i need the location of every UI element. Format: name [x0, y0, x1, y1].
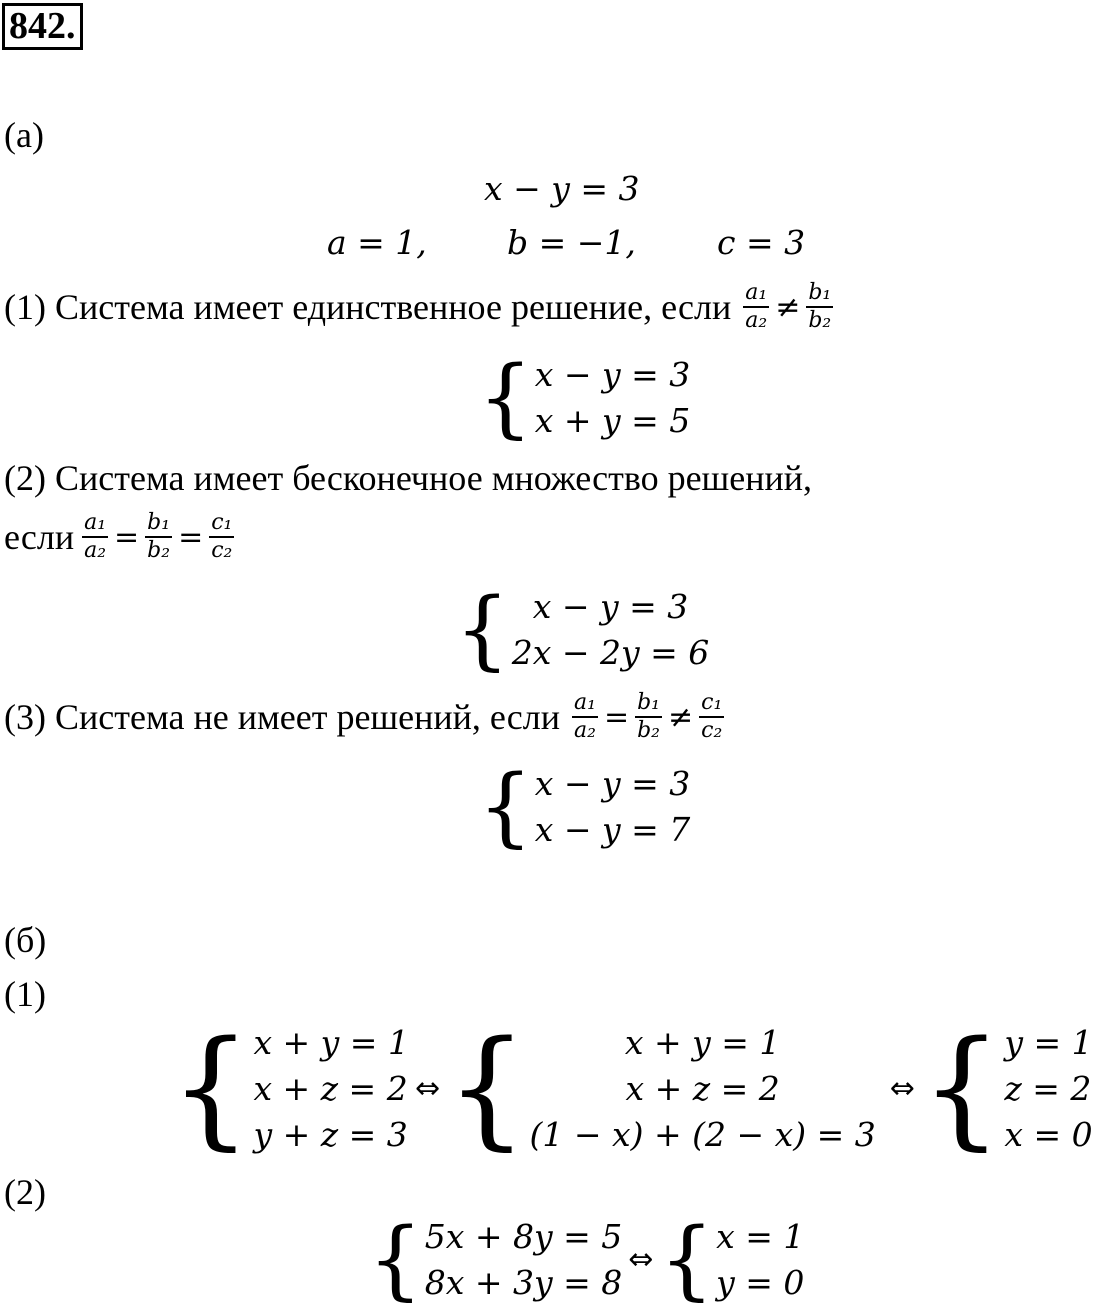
- case1-system: [478, 348, 691, 448]
- left-brace: {: [659, 1210, 715, 1310]
- equation: x = 0: [1004, 1115, 1093, 1154]
- equation: x + y = 1: [624, 1023, 781, 1062]
- equivalence-arrow: ⇔: [414, 1071, 441, 1106]
- equation: (1 − x) + (2 − x) = 3: [529, 1115, 876, 1154]
- part-b-label: (б): [4, 920, 47, 960]
- equivalence-arrow: ⇔: [628, 1242, 654, 1277]
- relation-symbol: ≠: [667, 699, 694, 735]
- fraction-b1-b2: $\frac{\text{b₁}}{\text{b₂}}$: [147, 510, 171, 563]
- equation: 2x − 2y = 6: [511, 633, 710, 672]
- case2-condition: [4, 510, 236, 564]
- coeff-b: b = −1,: [507, 223, 636, 262]
- left-brace: {: [478, 348, 533, 448]
- equation: x + z = 2: [625, 1069, 780, 1108]
- relation-symbol: =: [178, 519, 204, 555]
- equation: y + z = 3: [253, 1115, 408, 1154]
- item1-label: (1): [4, 974, 46, 1014]
- equation: z = 2: [1004, 1069, 1092, 1108]
- fraction-c1-c2: $\frac{\text{c₁}}{\text{c₂}}$: [211, 510, 233, 563]
- case2-text: (2) Система имеет бесконечное множество решений,: [4, 458, 813, 498]
- equation: x − y = 3: [534, 764, 691, 803]
- case1-text: (1) Система имеет единственное решение, если: [4, 287, 732, 327]
- left-brace: {: [920, 1014, 1003, 1163]
- fraction-a1-a2: $\frac{\text{a₁}}{\text{a₂}}$: [84, 510, 107, 563]
- case3-condition: [4, 690, 726, 744]
- equation: x + z = 2: [253, 1069, 408, 1108]
- main-equation: x − y = 3: [484, 169, 640, 208]
- equation: x = 1: [716, 1217, 805, 1256]
- equation: x − y = 3: [532, 587, 689, 626]
- equation: x − y = 7: [534, 810, 691, 849]
- relation-symbol: =: [114, 519, 140, 555]
- equation: x + y = 5: [534, 401, 691, 440]
- equation: 8x + 3y = 8: [424, 1263, 623, 1302]
- problem-number: 842.: [2, 3, 83, 50]
- case2-text2: если: [4, 517, 75, 557]
- left-brace: {: [170, 1014, 252, 1163]
- coeff-a: a = 1,: [327, 223, 427, 262]
- fraction-a1-a2: $\frac{\text{a₁}}{\text{a₂}}$: [745, 280, 768, 333]
- left-brace: {: [478, 757, 533, 857]
- equation: x + y = 1: [253, 1023, 409, 1062]
- item2-equivalence: [368, 1210, 805, 1310]
- left-brace: {: [368, 1210, 423, 1310]
- coeff-c: c = 3: [717, 223, 806, 262]
- equation: y = 0: [716, 1263, 805, 1302]
- relation-symbol: ≠: [775, 289, 801, 325]
- equation: x − y = 3: [534, 355, 691, 394]
- part-a-label: (а): [4, 115, 44, 155]
- item1-equivalence: [170, 1014, 1093, 1163]
- left-brace: {: [446, 1014, 528, 1163]
- case2-system: [455, 580, 710, 680]
- fraction-a1-a2: $\frac{\text{a₁}}{\text{a₂}}$: [574, 690, 596, 743]
- case1-condition: [4, 280, 835, 334]
- item2-label: (2): [4, 1172, 46, 1212]
- fraction-b1-b2: $\frac{\text{b₁}}{\text{b₂}}$: [637, 690, 660, 743]
- case3-text: (3) Система не имеет решений, если: [4, 697, 560, 737]
- case3-system: [478, 757, 691, 857]
- fraction-b1-b2: $\frac{\text{b₁}}{\text{b₂}}$: [808, 280, 832, 333]
- equation: 5x + 8y = 5: [424, 1217, 623, 1256]
- equivalence-arrow: ⇔: [889, 1071, 915, 1106]
- relation-symbol: =: [603, 699, 630, 735]
- equation: y = 1: [1004, 1023, 1093, 1062]
- fraction-c1-c2: $\frac{\text{c₁}}{\text{c₂}}$: [701, 690, 723, 743]
- left-brace: {: [455, 580, 510, 680]
